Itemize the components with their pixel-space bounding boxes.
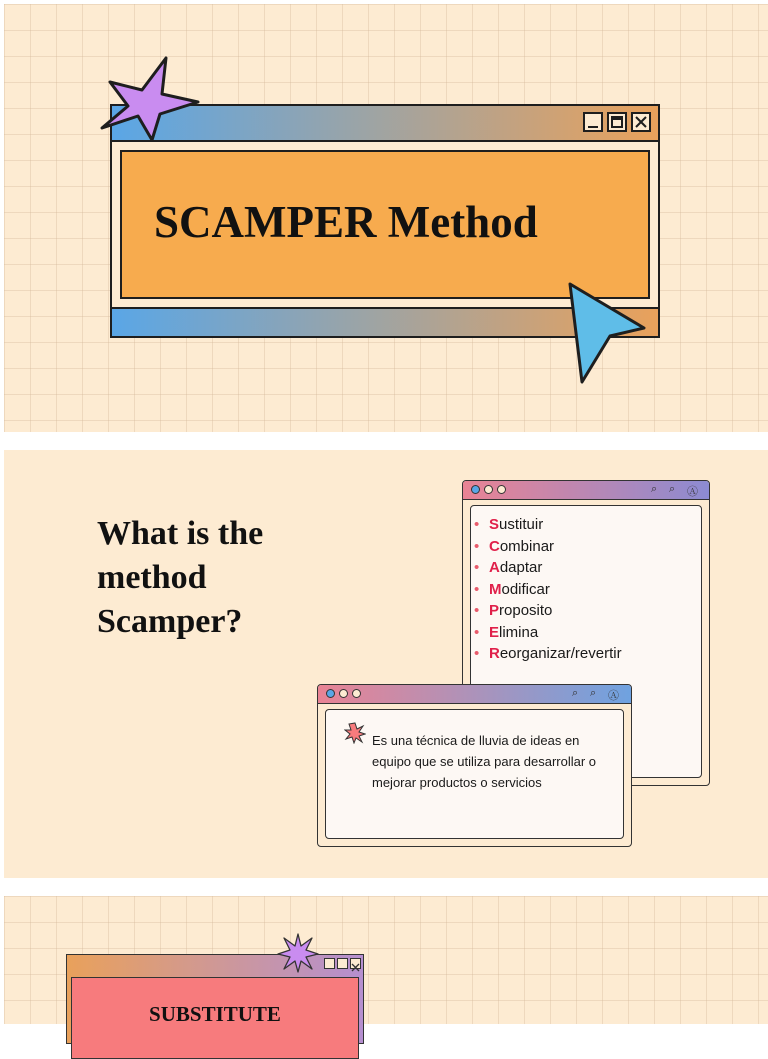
minimize-icon[interactable] [583,112,603,132]
slide-what-is [4,450,768,878]
zoom-out-icon[interactable]: ⌕ [651,483,658,495]
list-item: • Adaptar [489,557,701,579]
cursor-icon [564,280,654,390]
list-item: • Reorganizar/revertir [489,643,701,665]
zoom-in-icon[interactable]: ⌕ [590,687,597,699]
maximize-icon[interactable] [607,112,627,132]
list-item: • Sustituir [489,514,701,536]
scamper-list [471,506,701,665]
substitute-panel [71,977,359,1059]
account-icon[interactable]: Ⓐ [687,486,698,498]
slide-title [4,4,768,432]
window-dot-icon [471,485,480,494]
window-dot-icon [326,689,335,698]
maximize-icon[interactable] [337,958,348,969]
close-icon[interactable] [631,112,651,132]
description-text: Es una técnica de lluvia de ideas en equipo que se utiliza para desarrollar o mejorar productos o servicios [372,733,597,790]
description-window-content [325,709,624,839]
zoom-out-icon[interactable]: ⌕ [572,687,579,699]
window-dot-icon [352,689,361,698]
title-panel [120,150,650,299]
minimize-icon[interactable] [324,958,335,969]
list-item: • Combinar [489,536,701,558]
description-window-titlebar [318,685,631,704]
section-heading: What is the method Scamper? [97,515,264,640]
page-title: SCAMPER Method [154,197,538,247]
window-dot-icon [484,485,493,494]
window-dot-icon [497,485,506,494]
list-item: • Proposito [489,600,701,622]
list-window-titlebar [463,481,709,500]
list-item: • Elimina [489,622,701,644]
zoom-in-icon[interactable]: ⌕ [669,483,676,495]
close-icon[interactable] [350,958,361,969]
account-icon[interactable]: Ⓐ [608,690,619,702]
slide-title: SUBSTITUTE [149,1002,281,1026]
window-dot-icon [339,689,348,698]
star-icon [94,54,204,154]
list-item: • Modificar [489,579,701,601]
slide-substitute [4,896,768,1024]
star-icon [276,932,320,974]
description-window [317,684,632,847]
starburst-icon [344,722,366,744]
